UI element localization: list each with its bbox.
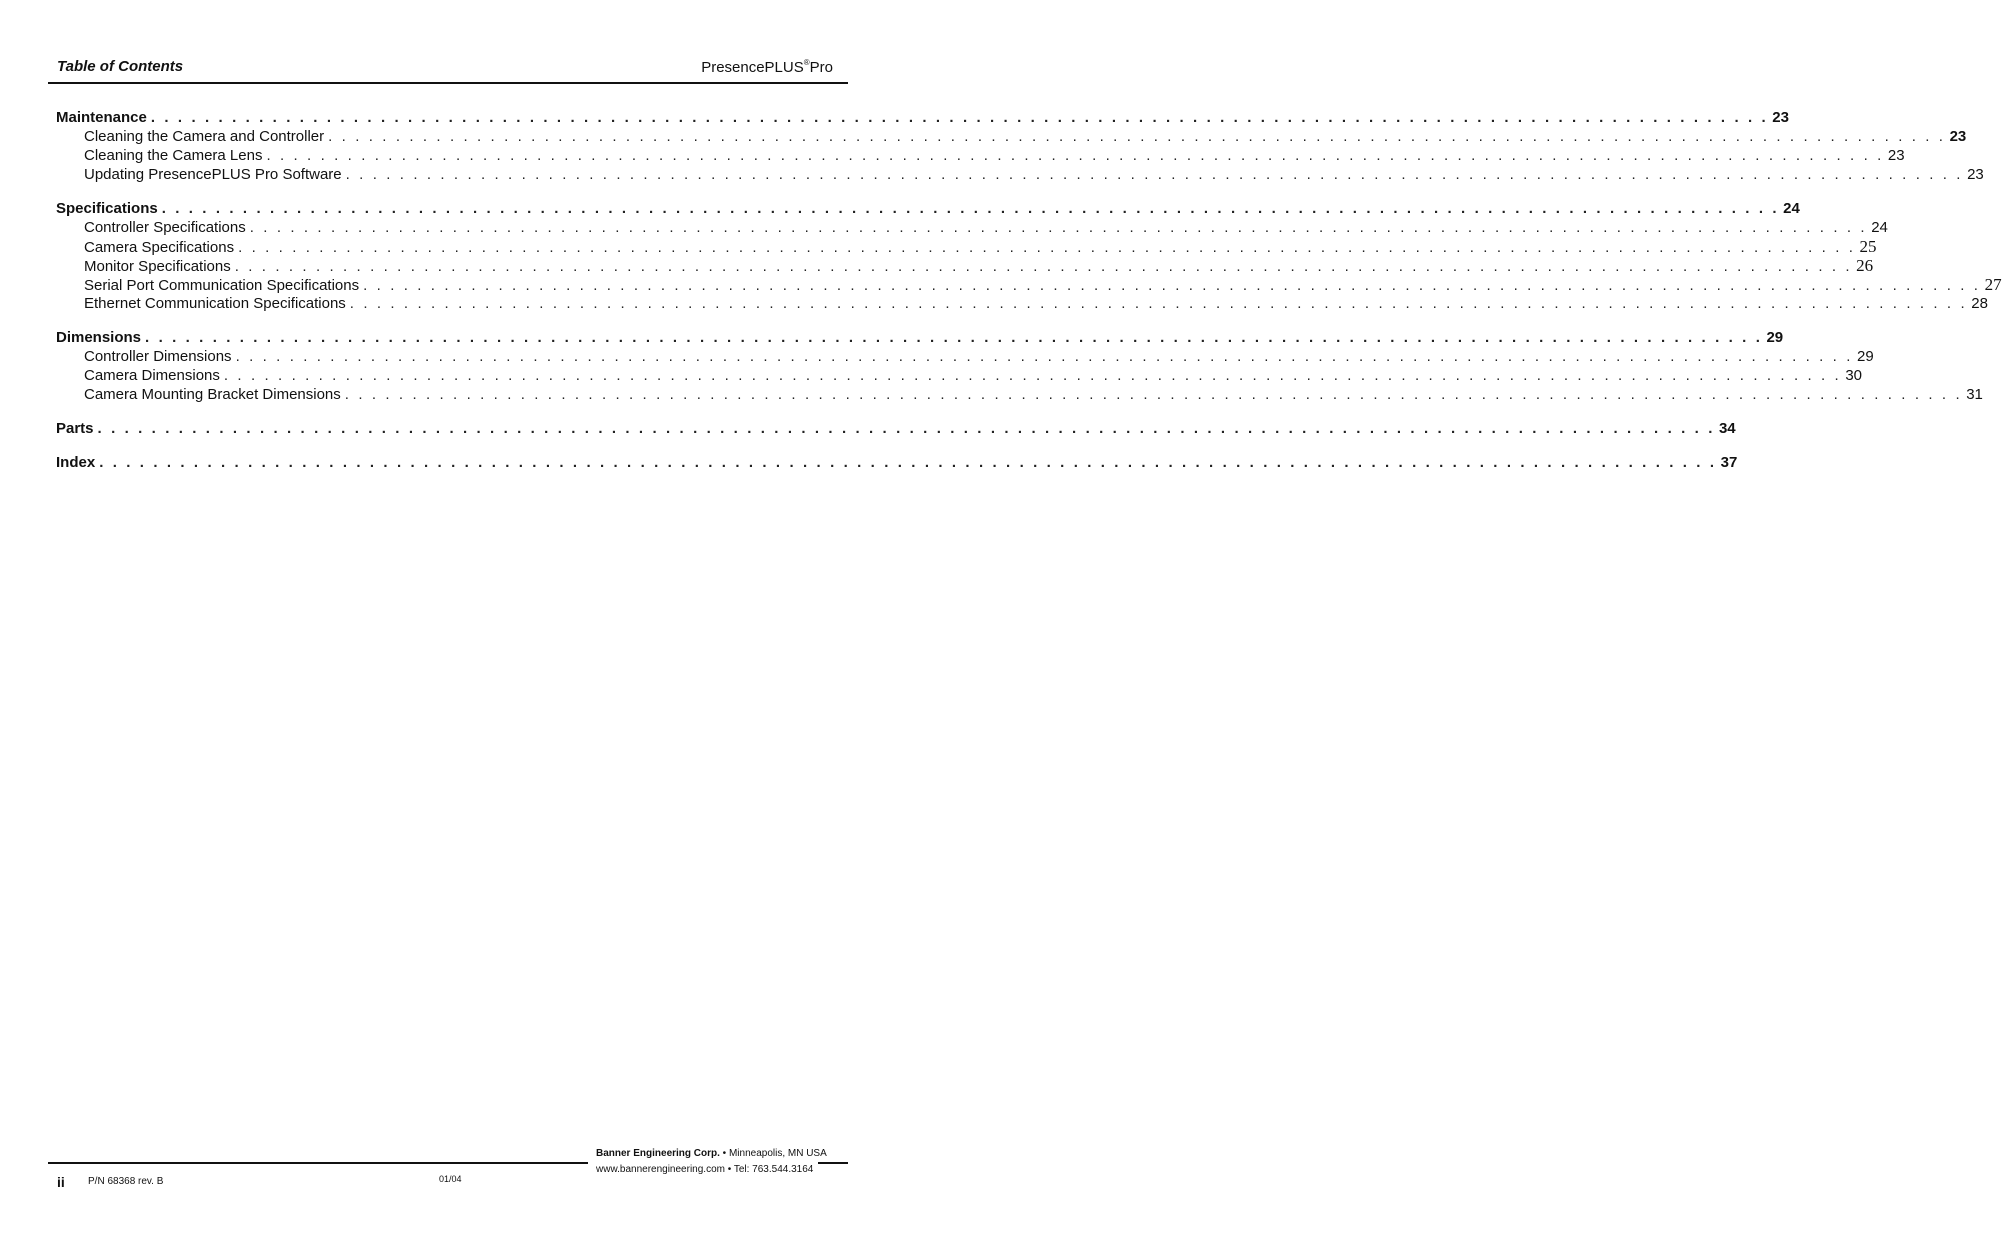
- dot-leader: . . . . . . . . . . . . . . . . . . . . . . . . . . . . . . . . . . . . . . . . . . . . . . . . . . . . . . . . . . . . . . . . . . . . . . . . . . . . . . . . . . . . . . . . . . . . . . . . . . . . . . . . . . . . . . . . . . . . . . . .: [99, 454, 1717, 471]
- dot-leader: . . . . . . . . . . . . . . . . . . . . . . . . . . . . . . . . . . . . . . . . . . . . . . . . . . . . . . . . . . . . . . . . . . . . . . . . . . . . . . . . . . . . . . . . . . . . . . . . . . . . . . . . . . . . . . . . . . . . . . . .: [238, 239, 1856, 256]
- toc-entry-title: Controller Dimensions: [84, 348, 232, 365]
- toc-entry-title: Serial Port Communication Specifications: [84, 277, 360, 294]
- header-product-name: [701, 58, 833, 76]
- toc-subentry[interactable]: [56, 237, 1877, 256]
- dot-leader: . . . . . . . . . . . . . . . . . . . . . . . . . . . . . . . . . . . . . . . . . . . . . . . . . . . . . . . . . . . . . . . . . . . . . . . . . . . . . . . . . . . . . . . . . . . . . . . . . . . . . . . . . . . . . . . . . . . . . . . .: [145, 329, 1763, 346]
- company-location: • Minneapolis, MN USA: [719, 1148, 827, 1159]
- toc-section: [56, 419, 1736, 438]
- product-suffix: Pro: [809, 59, 833, 76]
- toc-entry-page: 34: [1718, 420, 1736, 437]
- dot-leader: . . . . . . . . . . . . . . . . . . . . . . . . . . . . . . . . . . . . . . . . . . . . . . . . . . . . . . . . . . . . . . . . . . . . . . . . . . . . . . . . . . . . . . . . . . . . . . . . . . . . . . . . . . . . . . . . . . . . . . . .: [349, 295, 1968, 312]
- dot-leader: . . . . . . . . . . . . . . . . . . . . . . . . . . . . . . . . . . . . . . . . . . . . . . . . . . . . . . . . . . . . . . . . . . . . . . . . . . . . . . . . . . . . . . . . . . . . . . . . . . . . . . . . . . . . . . . . . . . . . . . .: [161, 200, 1780, 217]
- toc-entry-page: 27: [1984, 275, 2002, 294]
- header-rule: [48, 82, 848, 84]
- dot-leader: . . . . . . . . . . . . . . . . . . . . . . . . . . . . . . . . . . . . . . . . . . . . . . . . . . . . . . . . . . . . . . . . . . . . . . . . . . . . . . . . . . . . . . . . . . . . . . . . . . . . . . . . . . . . . . . . . . . . . . . .: [328, 128, 1946, 145]
- toc-section-entry[interactable]: [56, 419, 1736, 438]
- toc-entry-title: Ethernet Communication Specifications: [84, 295, 346, 312]
- dot-leader: . . . . . . . . . . . . . . . . . . . . . . . . . . . . . . . . . . . . . . . . . . . . . . . . . . . . . . . . . . . . . . . . . . . . . . . . . . . . . . . . . . . . . . . . . . . . . . . . . . . . . . . . . . . . . . . . . . . . . . . .: [249, 219, 1868, 236]
- dot-leader: . . . . . . . . . . . . . . . . . . . . . . . . . . . . . . . . . . . . . . . . . . . . . . . . . . . . . . . . . . . . . . . . . . . . . . . . . . . . . . . . . . . . . . . . . . . . . . . . . . . . . . . . . . . . . . . . . . . . . . . .: [150, 109, 1769, 126]
- dot-leader: . . . . . . . . . . . . . . . . . . . . . . . . . . . . . . . . . . . . . . . . . . . . . . . . . . . . . . . . . . . . . . . . . . . . . . . . . . . . . . . . . . . . . . . . . . . . . . . . . . . . . . . . . . . . . . . . . . . . . . . .: [235, 348, 1853, 365]
- footer-contact: www.bannerengineering.com • Tel: 763.544.3164: [596, 1164, 814, 1175]
- registered-mark: ®: [803, 58, 810, 67]
- dot-leader: . . . . . . . . . . . . . . . . . . . . . . . . . . . . . . . . . . . . . . . . . . . . . . . . . . . . . . . . . . . . . . . . . . . . . . . . . . . . . . . . . . . . . . . . . . . . . . . . . . . . . . . . . . . . . . . . . . . . . . . .: [344, 386, 1963, 403]
- toc-entry-page: 25: [1859, 237, 1877, 256]
- toc-section-entry[interactable]: [56, 108, 1789, 127]
- toc-subentry[interactable]: [56, 146, 1905, 165]
- revision-date: 01/04: [439, 1174, 462, 1184]
- header-section-title: Table of Contents: [57, 58, 184, 75]
- toc-entry-title: Maintenance: [56, 109, 147, 126]
- toc-entry-title: Camera Mounting Bracket Dimensions: [84, 386, 341, 403]
- toc-entry-title: Specifications: [56, 200, 158, 217]
- toc-entry-title: Index: [56, 454, 96, 471]
- toc-entry-page: 31: [1966, 386, 1983, 403]
- toc-entry-page: 26: [1856, 256, 1874, 275]
- toc-entry-page: 24: [1871, 219, 1888, 236]
- dot-leader: . . . . . . . . . . . . . . . . . . . . . . . . . . . . . . . . . . . . . . . . . . . . . . . . . . . . . . . . . . . . . . . . . . . . . . . . . . . . . . . . . . . . . . . . . . . . . . . . . . . . . . . . . . . . . . . . . . . . . . . .: [234, 258, 1853, 275]
- toc-subentry[interactable]: [56, 385, 1983, 404]
- toc-subentry[interactable]: [56, 275, 2002, 294]
- toc-subentry[interactable]: [56, 366, 1863, 385]
- toc-subentry[interactable]: [56, 294, 1988, 313]
- toc-entry-page: 37: [1720, 454, 1738, 471]
- dot-leader: . . . . . . . . . . . . . . . . . . . . . . . . . . . . . . . . . . . . . . . . . . . . . . . . . . . . . . . . . . . . . . . . . . . . . . . . . . . . . . . . . . . . . . . . . . . . . . . . . . . . . . . . . . . . . . . . . . . . . . . .: [363, 277, 1981, 294]
- toc-entry-title: Cleaning the Camera Lens: [84, 147, 263, 164]
- toc-entry-page: 23: [1949, 128, 1967, 145]
- footer-rule: [48, 1162, 588, 1164]
- toc-section-entry[interactable]: [56, 328, 1784, 347]
- company-name: Banner Engineering Corp.: [596, 1148, 720, 1159]
- toc-subentry[interactable]: [56, 165, 1984, 184]
- toc-entry-page: 24: [1783, 200, 1800, 217]
- footer-rule-short: [818, 1162, 848, 1164]
- toc-entry-page: 30: [1845, 367, 1863, 384]
- toc-entry-title: Dimensions: [56, 329, 142, 346]
- toc-section: [56, 328, 1983, 404]
- table-of-contents: [56, 108, 2002, 487]
- toc-entry-page: 28: [1971, 295, 1988, 312]
- dot-leader: . . . . . . . . . . . . . . . . . . . . . . . . . . . . . . . . . . . . . . . . . . . . . . . . . . . . . . . . . . . . . . . . . . . . . . . . . . . . . . . . . . . . . . . . . . . . . . . . . . . . . . . . . . . . . . . . . . . . . . . .: [97, 420, 1715, 437]
- toc-entry-title: Cleaning the Camera and Controller: [84, 128, 325, 145]
- toc-subentry[interactable]: [56, 256, 1874, 275]
- toc-section-entry[interactable]: [56, 199, 1800, 218]
- toc-entry-title: Parts: [56, 420, 94, 437]
- toc-entry-page: 29: [1857, 348, 1874, 365]
- toc-section-entry[interactable]: [56, 453, 1738, 472]
- dot-leader: . . . . . . . . . . . . . . . . . . . . . . . . . . . . . . . . . . . . . . . . . . . . . . . . . . . . . . . . . . . . . . . . . . . . . . . . . . . . . . . . . . . . . . . . . . . . . . . . . . . . . . . . . . . . . . . . . . . . . . . .: [266, 147, 1884, 164]
- toc-subentry[interactable]: [56, 347, 1874, 366]
- toc-entry-title: Controller Specifications: [84, 219, 246, 236]
- toc-entry-page: 23: [1887, 147, 1905, 164]
- toc-entry-title: Monitor Specifications: [84, 258, 231, 275]
- toc-entry-title: Camera Dimensions: [84, 367, 220, 384]
- dot-leader: . . . . . . . . . . . . . . . . . . . . . . . . . . . . . . . . . . . . . . . . . . . . . . . . . . . . . . . . . . . . . . . . . . . . . . . . . . . . . . . . . . . . . . . . . . . . . . . . . . . . . . . . . . . . . . . . . . . . . . . .: [345, 166, 1964, 183]
- toc-section: [56, 108, 1984, 184]
- toc-subentry[interactable]: [56, 127, 1967, 146]
- page-number: ii: [57, 1174, 65, 1190]
- toc-subentry[interactable]: [56, 218, 1888, 237]
- dot-leader: . . . . . . . . . . . . . . . . . . . . . . . . . . . . . . . . . . . . . . . . . . . . . . . . . . . . . . . . . . . . . . . . . . . . . . . . . . . . . . . . . . . . . . . . . . . . . . . . . . . . . . . . . . . . . . . . . . . . . . . .: [223, 367, 1842, 384]
- toc-section: [56, 453, 1738, 472]
- toc-entry-page: 29: [1766, 329, 1784, 346]
- part-number: P/N 68368 rev. B: [88, 1176, 164, 1187]
- toc-entry-page: 23: [1967, 166, 1984, 183]
- toc-entry-title: Camera Specifications: [84, 239, 235, 256]
- product-name: PresencePLUS: [701, 59, 804, 76]
- toc-section: [56, 199, 2002, 313]
- toc-entry-title: Updating PresencePLUS Pro Software: [84, 166, 342, 183]
- toc-entry-page: 23: [1772, 109, 1789, 126]
- footer-company-line: [596, 1148, 827, 1159]
